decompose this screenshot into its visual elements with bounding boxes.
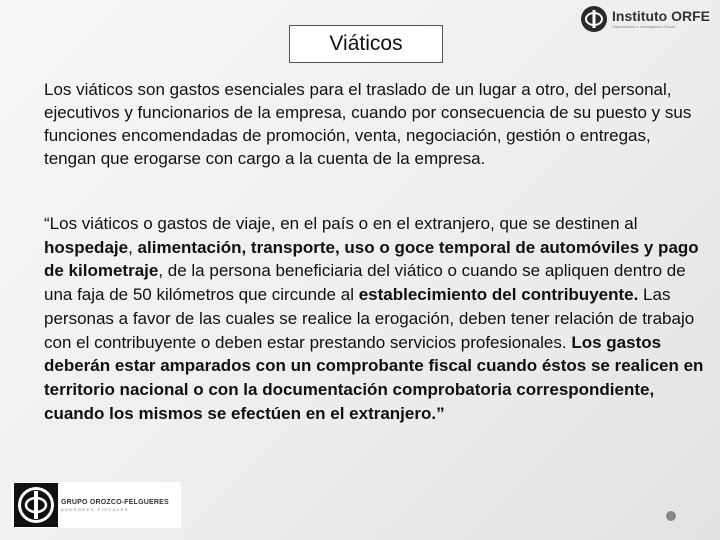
- quote-text: , de la persona beneficiaria del viático o cuando se apliquen dentro de una faja de 50 kilómetros que circunde al: [44, 261, 686, 305]
- orfe-logo-icon: [580, 5, 608, 33]
- grupo-logo-icon: [14, 483, 58, 527]
- slide-dot: [666, 511, 676, 521]
- paragraph-definition: Los viáticos son gastos esenciales para el traslado de un lugar a otro, del personal, ejecutivos y funcionarios de la empresa, cuando por consecuencia de su puesto y sus funciones encomendadas de promoción, venta, negociación, gestión o entregas, tengan que erogarse con cargo a la cuenta de la empresa.: [44, 80, 692, 168]
- slide-title: Viáticos: [289, 25, 443, 63]
- grupo-orozco-logo: [11, 482, 181, 528]
- quote-bold-text: establecimiento del contribuyente.: [358, 285, 639, 305]
- quote-bold-text: alimentación, transporte, uso o goce temporal de automóviles y pago de kilometraje: [44, 237, 699, 281]
- paragraph-quote: [44, 212, 704, 425]
- group-name: GRUPO OROZCO-FELGUERES: [61, 498, 169, 506]
- brand-name: Instituto ORFE: [612, 8, 710, 24]
- quote-text: “Los viáticos o gastos de viaje, en el país o en el extranjero, que se destinen al: [44, 214, 638, 233]
- instituto-orfe-logo: [580, 3, 710, 35]
- quote-text: Las personas a favor de las cuales se realice la erogación, deben tener relación de trabajo con el contribuyente o deben estar prestando servicios profesionales.: [44, 285, 695, 352]
- quote-bold-text: hospedaje: [44, 237, 129, 257]
- brand-tagline: Capacitación e Investigación Fiscal: [612, 24, 675, 29]
- quote-text: ,: [128, 237, 138, 257]
- group-tagline: ASESORES FISCALES: [61, 506, 129, 512]
- quote-bold-text: Los gastos deberán estar amparados con un comprobante fiscal cuando éstos se realicen en territorio nacional o con la documentación comprobatoria correspondiente, cuando los mismos se efectúen en el extranjero.”: [44, 332, 704, 423]
